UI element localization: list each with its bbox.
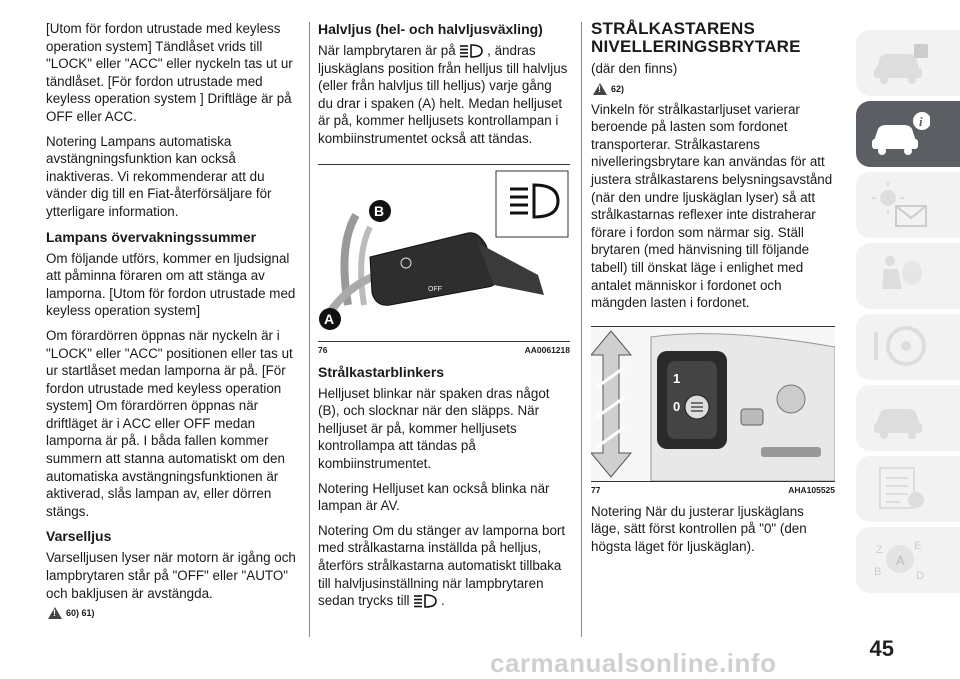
figure-77	[591, 326, 835, 482]
watermark: carmanualsonline.info	[490, 648, 777, 678]
lights-mail-icon	[870, 180, 930, 228]
paragraph: Notering När du justerar ljuskäglans läge, sätt först kontrollen på "0" (den högsta läget för ljuskäglan).	[591, 503, 807, 554]
paragraph: [Utom för fordon utrustade med keyless operation system] Tändlåset vrids till "LOCK" eller "ACC" eller nyckeln tas ut ur tändlåset. [För fordon utrustade med keyless operation system ] Driftläge är på OFF eller ACC.	[46, 21, 293, 124]
tab-alphabet-index[interactable]	[856, 527, 960, 593]
paragraph: Om förardörren öppnas när nyckeln är i "LOCK" eller "ACC" positionen eller tas ut ur startlåset medan lamporna är på. [För fordon utrustade med keyless operation system] Om förardörren öppnas när driftläget är i ACC eller OFF medan lamporna är på. I båda fallen kommer summern att stanna automatiskt om den automatiska avstängningsfunktionen är aktiverad, slås lampan av, eller dörren stängs.	[46, 327, 293, 519]
figure-label-a: A	[324, 310, 335, 327]
svg-text:D: D	[916, 570, 924, 582]
paragraph-text: .	[441, 593, 445, 609]
headlight-lever-illustration	[318, 165, 570, 341]
tab-maintenance-list[interactable]	[856, 456, 960, 522]
tab-steering-wheel[interactable]	[856, 314, 960, 380]
figure-code: AA0061218	[524, 344, 570, 355]
paragraph: Varselljusen lyser när motorn är igång och lampbrytaren står på "OFF" eller "AUTO" och bakljusen är avstängda.	[46, 550, 296, 601]
section-heading: Varselljus	[46, 528, 112, 545]
switch-label-1: 1	[673, 370, 681, 386]
paragraph-text: När lampbrytaren är på	[318, 43, 456, 58]
car-info-icon	[870, 38, 930, 86]
paragraph: Om följande utförs, kommer en ljudsignal att påminna föraren om att stänga av lamporna. [Utom för fordon utrustade med keyless operation system]	[46, 250, 296, 319]
maintenance-list-icon	[870, 464, 930, 512]
chapter-tabs	[856, 30, 960, 598]
svg-text:Z: Z	[876, 544, 883, 556]
paragraph	[318, 522, 570, 610]
section-heading: Halvljus (hel- och halvljusväxling)	[318, 21, 543, 37]
paragraph: Notering Lampans automatiska avstängningsfunktion kan också inaktiveras. Vi rekommenderar att du vänder dig till en Fiat-återförsäljare för ytterligare information.	[46, 133, 272, 219]
svg-text:i: i	[919, 114, 923, 129]
svg-text:A: A	[896, 553, 905, 568]
column-3	[591, 20, 835, 563]
figure-code: AHA105525	[788, 484, 835, 495]
warning-ref-text: 60) 61)	[66, 608, 95, 619]
section-heading: Strålkastarblinkers	[318, 363, 445, 380]
tab-car-breakdown[interactable]	[856, 385, 960, 451]
figure-label-b: B	[374, 202, 385, 219]
paragraph-text: Notering Om du stänger av lamporna bort med strålkastarna inställda på helljus, återförs strålkastarna automatiskt tillbaka till halvljusinställning när lampbrytaren sedan trycks till	[318, 522, 566, 609]
page-number: 45	[869, 636, 894, 661]
leveling-switch-illustration	[591, 327, 835, 481]
tab-dashboard-info[interactable]	[856, 101, 960, 167]
warning-reference	[48, 607, 298, 619]
paragraph: Vinkeln för strålkastarljuset varierar beroende på lasten som fordonet transporterar. Strålkastarens nivelleringsbrytare kan användas för att justera strålkastarens belysningsavstånd (när den undre ljuskäglan lyser) så att strålkastarnas reflexer inte distraherar förare i fordon som närmar sig. Ställ brytaren (med hänvisning till följande tabell) till önskat läge i enlighet med antalet människor i fordonet och mängden lasten i fordonet.	[591, 101, 833, 311]
figure-caption	[318, 345, 570, 355]
column-divider	[581, 22, 582, 637]
figure-caption	[591, 485, 835, 495]
tab-car-info[interactable]	[856, 30, 960, 96]
switch-label-0: 0	[673, 398, 681, 414]
figure-76	[318, 164, 570, 342]
warning-reference	[593, 83, 835, 95]
tab-airbag[interactable]	[856, 243, 960, 309]
paragraph: Notering Helljuset kan också blinka när lampan är AV.	[318, 480, 550, 514]
warning-icon	[593, 83, 607, 95]
figure-number: 76	[318, 344, 328, 355]
warning-ref-text: 62)	[611, 83, 625, 94]
paragraph	[318, 42, 570, 148]
car-breakdown-icon	[870, 393, 930, 441]
figure-number: 77	[591, 484, 601, 495]
lever-off-label: OFF	[428, 285, 442, 293]
tab-lights-mail[interactable]	[856, 172, 960, 238]
column-1	[46, 20, 298, 625]
column-divider	[309, 22, 310, 637]
section-title: STRÅLKASTARENS NIVELLERINGSBRYTARE	[591, 19, 801, 56]
paragraph: Helljuset blinkar när spaken dras något (B), och slocknar när den släpps. När helljuset är på, kommer helljusets kontrollampa att tändas på kombiinstrumentet.	[318, 385, 550, 471]
dashboard-info-icon	[870, 109, 930, 157]
column-2	[318, 20, 570, 617]
high-beam-icon	[459, 44, 483, 58]
subtitle: (där den finns)	[591, 61, 678, 76]
paragraph-text: , ändras ljuskäglans position från helljus till halvljus (eller från halvljus till helljus) varje gång du drar i spaken (A) helt. Medan helljuset är på, kommer helljusets kontrollampan i kombiinstrumentet också att tändas.	[318, 43, 568, 146]
svg-text:B: B	[874, 566, 882, 578]
steering-wheel-icon	[870, 322, 930, 370]
svg-text:E: E	[914, 540, 922, 552]
warning-icon	[48, 607, 62, 619]
alphabet-index-icon	[870, 535, 930, 583]
airbag-icon	[870, 251, 930, 299]
high-beam-icon	[413, 594, 437, 608]
section-heading: Lampans övervakningssummer	[46, 228, 257, 245]
